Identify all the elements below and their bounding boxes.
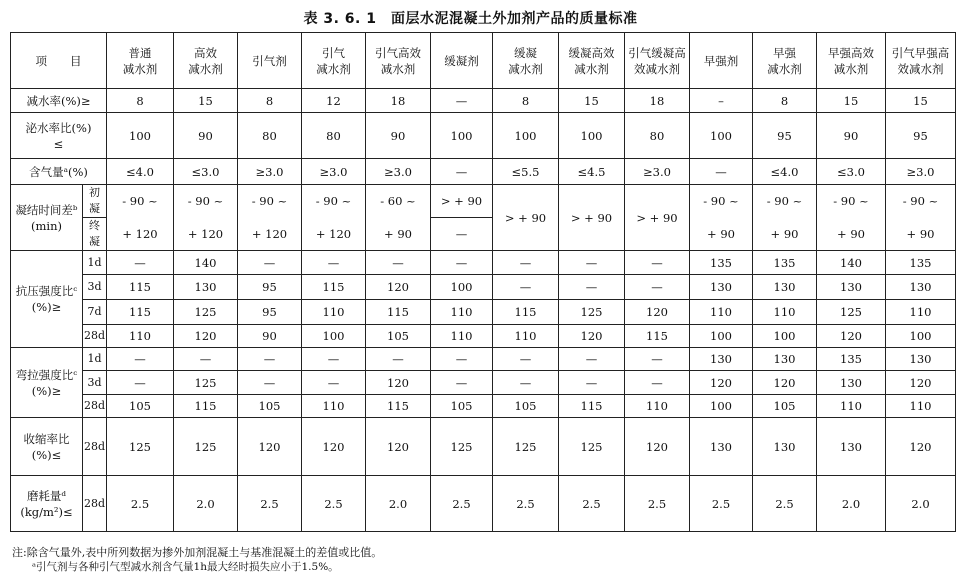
value-cell: + 90: [886, 218, 956, 251]
value-cell: ≤4.0: [753, 159, 817, 185]
table-title: 表 3. 6. 1 面层水泥混凝土外加剂产品的质量标准: [303, 11, 638, 27]
cell-line: 弯拉强度比ᶜ: [15, 367, 78, 382]
value-cell: 2.5: [431, 476, 493, 532]
value-cell: 130: [886, 348, 956, 371]
value-cell: 100: [690, 325, 753, 348]
quality-standard-table: [10, 32, 956, 532]
cell-line: 磨耗量ᵈ: [26, 488, 67, 503]
value-cell: - 90 ~: [302, 185, 366, 218]
value-cell: 2.5: [107, 476, 174, 532]
value-cell: 100: [302, 325, 366, 348]
value-cell: —: [302, 371, 366, 395]
value-cell: 95: [238, 300, 302, 325]
header-col: [238, 33, 302, 89]
cell-line: 减水剂: [574, 61, 609, 76]
note-a: ᵃ引气剂与各种引气型减水剂含气量1h最大经时损失应小于1.5%。: [32, 561, 339, 573]
cell-line: 减水剂: [833, 61, 869, 76]
header-col: [625, 33, 690, 89]
value-cell: 15: [559, 89, 625, 113]
value-cell: —: [107, 371, 174, 395]
value-cell: - 90 ~: [886, 185, 956, 218]
value-cell: 18: [625, 89, 690, 113]
value-cell: 90: [174, 113, 238, 159]
value-cell: 90: [817, 113, 886, 159]
value-cell: 130: [753, 348, 817, 371]
cell-line: 凝结时间差ᵇ: [15, 202, 78, 217]
table-row: [11, 275, 956, 300]
value-cell: 80: [302, 113, 366, 159]
value-cell: 105: [493, 395, 559, 418]
cell-line: 引气剂: [252, 53, 287, 68]
value-cell: 8: [238, 89, 302, 113]
value-cell: —: [493, 251, 559, 275]
value-cell: - 90 ~: [753, 185, 817, 218]
value-cell: + 120: [302, 218, 366, 251]
value-cell: —: [625, 371, 690, 395]
value-cell: —: [559, 275, 625, 300]
value-cell: + 120: [174, 218, 238, 251]
value-cell: —: [238, 251, 302, 275]
table-row: [11, 89, 956, 113]
value-cell: 90: [366, 113, 431, 159]
value-cell: 110: [817, 395, 886, 418]
value-cell: - 90 ~: [690, 185, 753, 218]
table-notes: [12, 545, 932, 575]
value-cell: ≥3.0: [366, 159, 431, 185]
value-cell: + 90: [366, 218, 431, 251]
value-cell: 135: [817, 348, 886, 371]
value-cell: —: [559, 371, 625, 395]
value-cell: 120: [817, 325, 886, 348]
value-cell: 80: [238, 113, 302, 159]
value-cell: 2.5: [625, 476, 690, 532]
value-cell: 105: [431, 395, 493, 418]
header-col: [107, 33, 174, 89]
cell-line: 引气高效: [375, 45, 421, 60]
value-cell: ≤3.0: [817, 159, 886, 185]
value-cell: ≥3.0: [238, 159, 302, 185]
table-row: [11, 185, 956, 218]
value-cell: 130: [690, 348, 753, 371]
value-cell: —: [431, 251, 493, 275]
value-cell: 110: [690, 300, 753, 325]
value-cell: 115: [559, 395, 625, 418]
value-cell: —: [238, 371, 302, 395]
value-cell: 95: [753, 113, 817, 159]
value-cell: —: [431, 371, 493, 395]
age-cell: 1d: [83, 251, 107, 275]
label-bleeding: [11, 113, 107, 159]
value-cell: > + 90: [493, 185, 559, 251]
value-cell: 8: [107, 89, 174, 113]
value-cell: 125: [559, 300, 625, 325]
value-cell: ≥3.0: [302, 159, 366, 185]
value-cell: > + 90: [625, 185, 690, 251]
value-cell: - 60 ~: [366, 185, 431, 218]
value-cell: + 90: [817, 218, 886, 251]
value-cell: 130: [753, 418, 817, 476]
value-cell: 125: [559, 418, 625, 476]
value-cell: 15: [174, 89, 238, 113]
table-row: [11, 348, 956, 371]
value-cell: 90: [238, 325, 302, 348]
value-cell: 105: [753, 395, 817, 418]
table-row: [11, 33, 956, 89]
value-cell: 135: [753, 251, 817, 275]
value-cell: —: [431, 89, 493, 113]
table-row: [11, 159, 956, 185]
value-cell: 115: [302, 275, 366, 300]
value-cell: 100: [431, 113, 493, 159]
value-cell: —: [493, 275, 559, 300]
cell-line: 缓凝高效: [568, 45, 615, 60]
header-col: [431, 33, 493, 89]
value-cell: —: [431, 159, 493, 185]
value-cell: 15: [817, 89, 886, 113]
age-cell: 7d: [83, 300, 107, 325]
value-cell: 120: [625, 300, 690, 325]
value-cell: - 90 ~: [107, 185, 174, 218]
table-row: [11, 371, 956, 395]
cell-line: 减水剂: [767, 61, 802, 76]
value-cell: 2.5: [690, 476, 753, 532]
value-cell: 140: [174, 251, 238, 275]
value-cell: —: [625, 348, 690, 371]
sub-final: 终凝: [83, 218, 107, 251]
cell-line: 减水剂: [508, 61, 543, 76]
value-cell: 120: [238, 418, 302, 476]
label-water-reduction: 减水率(%)≥: [11, 89, 107, 113]
value-cell: 125: [431, 418, 493, 476]
note-main: 注:除含气量外,表中所列数据为掺外加剂混凝土与基准混凝土的差值或比值。: [12, 546, 383, 559]
value-cell: 110: [302, 395, 366, 418]
value-cell: 115: [107, 275, 174, 300]
cell-line: 缓凝: [514, 45, 537, 60]
value-cell: 120: [886, 371, 956, 395]
value-cell: 100: [753, 325, 817, 348]
sub-initial: 初凝: [83, 185, 107, 218]
value-cell: ≤4.5: [559, 159, 625, 185]
cell-line: 效减水剂: [897, 61, 944, 76]
header-col: [886, 33, 956, 89]
table-row: [11, 418, 956, 476]
value-cell: 120: [690, 371, 753, 395]
value-cell: 125: [493, 418, 559, 476]
value-cell: 130: [174, 275, 238, 300]
value-cell: 140: [817, 251, 886, 275]
label-air-content: 含气量ᵃ(%): [11, 159, 107, 185]
value-cell: 2.5: [559, 476, 625, 532]
label-wear: [11, 476, 83, 532]
value-cell: ≤4.0: [107, 159, 174, 185]
value-cell: 120: [366, 275, 431, 300]
value-cell: 115: [493, 300, 559, 325]
cell-line: 引气缓凝高: [628, 45, 686, 60]
value-cell: 110: [753, 300, 817, 325]
cell-line: (%)≥: [31, 300, 62, 314]
value-cell: 105: [366, 325, 431, 348]
value-cell: —: [559, 348, 625, 371]
value-cell: 110: [625, 395, 690, 418]
value-cell: 130: [817, 418, 886, 476]
cell-line: 早强剂: [703, 53, 739, 68]
header-col: [366, 33, 431, 89]
value-cell: 100: [886, 325, 956, 348]
cell-line: 高效: [194, 45, 217, 60]
value-cell: 100: [493, 113, 559, 159]
value-cell: –: [690, 89, 753, 113]
value-cell: 130: [690, 275, 753, 300]
value-cell: —: [690, 159, 753, 185]
value-cell: > + 90: [431, 185, 493, 218]
table-row: [11, 300, 956, 325]
value-cell: 125: [174, 300, 238, 325]
value-cell: 2.0: [174, 476, 238, 532]
value-cell: > + 90: [559, 185, 625, 251]
value-cell: 100: [107, 113, 174, 159]
value-cell: 80: [625, 113, 690, 159]
cell-line: (%)≤: [31, 447, 62, 462]
value-cell: 120: [302, 418, 366, 476]
value-cell: 110: [493, 325, 559, 348]
value-cell: —: [366, 251, 431, 275]
value-cell: —: [302, 348, 366, 371]
cell-line: 泌水率比(%): [25, 120, 92, 135]
value-cell: 115: [174, 395, 238, 418]
table-row: [11, 218, 956, 251]
value-cell: 110: [107, 325, 174, 348]
value-cell: 2.5: [753, 476, 817, 532]
value-cell: ≤3.0: [174, 159, 238, 185]
value-cell: —: [238, 348, 302, 371]
value-cell: + 90: [753, 218, 817, 251]
value-cell: 115: [107, 300, 174, 325]
value-cell: 120: [366, 371, 431, 395]
cell-line: 减水剂: [380, 61, 416, 76]
value-cell: + 90: [690, 218, 753, 251]
value-cell: 130: [690, 418, 753, 476]
value-cell: - 90 ~: [174, 185, 238, 218]
value-cell: 100: [559, 113, 625, 159]
value-cell: 8: [753, 89, 817, 113]
age-cell: 1d: [83, 348, 107, 371]
value-cell: 2.0: [886, 476, 956, 532]
value-cell: 135: [690, 251, 753, 275]
value-cell: —: [107, 251, 174, 275]
value-cell: 110: [431, 300, 493, 325]
cell-line: 引气早强高: [891, 45, 950, 60]
table-row: [11, 251, 956, 275]
value-cell: 125: [817, 300, 886, 325]
cell-line: 引气: [322, 45, 345, 60]
value-cell: 115: [625, 325, 690, 348]
cell-line: 缓凝剂: [444, 53, 479, 68]
header-col: [753, 33, 817, 89]
value-cell: —: [431, 218, 493, 251]
value-cell: —: [625, 251, 690, 275]
table-row: [11, 395, 956, 418]
value-cell: 130: [817, 275, 886, 300]
value-cell: 18: [366, 89, 431, 113]
value-cell: 12: [302, 89, 366, 113]
value-cell: 8: [493, 89, 559, 113]
age-cell: 28d: [83, 418, 107, 476]
value-cell: 115: [366, 300, 431, 325]
value-cell: —: [559, 251, 625, 275]
value-cell: —: [431, 348, 493, 371]
value-cell: 2.5: [238, 476, 302, 532]
value-cell: 105: [238, 395, 302, 418]
age-cell: 3d: [83, 275, 107, 300]
value-cell: —: [174, 348, 238, 371]
label-compressive-ratio: [11, 251, 83, 348]
cell-line: 早强高效: [828, 45, 874, 60]
age-cell: 28d: [83, 395, 107, 418]
value-cell: 100: [690, 395, 753, 418]
age-cell: 28d: [83, 325, 107, 348]
value-cell: 100: [690, 113, 753, 159]
header-item: 项 目: [11, 33, 107, 89]
cell-line: ≤: [53, 136, 64, 151]
value-cell: 120: [753, 371, 817, 395]
value-cell: - 90 ~: [817, 185, 886, 218]
cell-line: 普通: [128, 45, 152, 60]
header-col: [817, 33, 886, 89]
value-cell: 125: [174, 418, 238, 476]
cell-line: (%)≥: [31, 383, 62, 398]
value-cell: ≥3.0: [886, 159, 956, 185]
header-col: [559, 33, 625, 89]
value-cell: —: [366, 348, 431, 371]
value-cell: —: [493, 371, 559, 395]
label-setting-time: [11, 185, 83, 251]
label-flexural-ratio: [11, 348, 83, 418]
value-cell: 110: [886, 300, 956, 325]
value-cell: 95: [238, 275, 302, 300]
value-cell: 15: [886, 89, 956, 113]
header-col: [493, 33, 559, 89]
value-cell: 125: [107, 418, 174, 476]
table-row: [11, 325, 956, 348]
cell-line: (min): [31, 218, 62, 233]
table-row: [11, 476, 956, 532]
value-cell: 110: [431, 325, 493, 348]
cell-line: 早强: [773, 45, 796, 60]
value-cell: 110: [886, 395, 956, 418]
header-col: [302, 33, 366, 89]
cell-line: 抗压强度比ᶜ: [15, 284, 78, 298]
age-cell: 3d: [83, 371, 107, 395]
value-cell: 2.5: [493, 476, 559, 532]
value-cell: 115: [366, 395, 431, 418]
value-cell: 130: [886, 275, 956, 300]
value-cell: 125: [174, 371, 238, 395]
value-cell: 120: [366, 418, 431, 476]
age-cell: 28d: [83, 476, 107, 532]
value-cell: 135: [886, 251, 956, 275]
value-cell: - 90 ~: [238, 185, 302, 218]
value-cell: —: [107, 348, 174, 371]
value-cell: 120: [174, 325, 238, 348]
value-cell: 105: [107, 395, 174, 418]
value-cell: —: [302, 251, 366, 275]
value-cell: ≤5.5: [493, 159, 559, 185]
value-cell: ≥3.0: [625, 159, 690, 185]
value-cell: 100: [431, 275, 493, 300]
value-cell: + 120: [238, 218, 302, 251]
value-cell: —: [493, 348, 559, 371]
value-cell: 2.0: [817, 476, 886, 532]
value-cell: 120: [625, 418, 690, 476]
cell-line: (kg/m²)≤: [20, 504, 73, 519]
cell-line: 效减水剂: [634, 61, 680, 76]
header-col: [174, 33, 238, 89]
value-cell: 120: [886, 418, 956, 476]
header-col: [690, 33, 753, 89]
cell-line: 减水剂: [188, 61, 223, 76]
value-cell: 120: [559, 325, 625, 348]
table-row: [11, 113, 956, 159]
label-shrinkage: [11, 418, 83, 476]
value-cell: —: [625, 275, 690, 300]
value-cell: 130: [753, 275, 817, 300]
value-cell: 95: [886, 113, 956, 159]
value-cell: 2.0: [366, 476, 431, 532]
value-cell: 110: [302, 300, 366, 325]
value-cell: 130: [817, 371, 886, 395]
cell-line: 收缩率比: [23, 431, 70, 446]
value-cell: 2.5: [302, 476, 366, 532]
cell-line: 减水剂: [316, 61, 351, 76]
value-cell: + 120: [107, 218, 174, 251]
cell-line: 减水剂: [122, 61, 158, 76]
